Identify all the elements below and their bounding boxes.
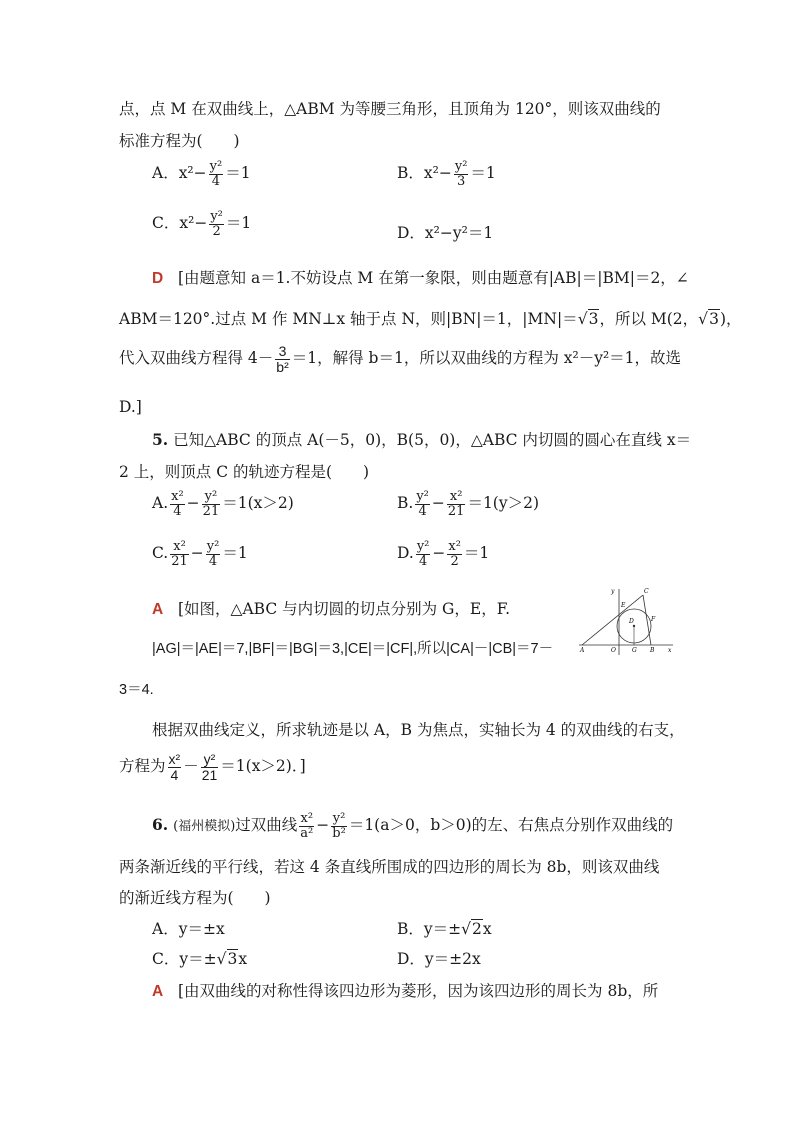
center-d <box>633 625 635 627</box>
incircle-figure <box>577 585 677 657</box>
q4-option-c: C．x²− $\frac{\text{y²}}{2}$ ＝1 <box>152 209 252 239</box>
q6-option-d: D．y＝±2x <box>397 950 481 968</box>
q6-answer: A <box>152 983 164 1000</box>
q4-option-a: A．x²− $\frac{\text{y²}}{4}$ ＝1 <box>152 159 251 189</box>
q5-solution-line3: 3＝4. <box>119 682 154 698</box>
q4-answer: D <box>152 270 164 287</box>
q4-stem-line1: 点，点 M 在双曲线上，△ABM 为等腰三角形，且顶角为 120°，则该双曲线的 <box>119 100 661 118</box>
q6-option-b: B．y＝±√2x <box>397 920 492 938</box>
q4-stem-line2: 标准方程为( ) <box>119 132 240 150</box>
q4-solution-line2: ABM＝120°.过点 M 作 MN⊥x 轴于点 N，则|BN|＝1，|MN|＝√3，所以 M(2，√3)， <box>119 310 742 328</box>
q5-stem-line1: 5. 已知△ABC 的顶点 A(－5，0)，B(5，0)，△ABC 内切圆的圆心在直线 x＝ <box>152 430 692 449</box>
q6-stem-line1: 6. (福州模拟)过双曲线 $\frac{\text{x²}}{\text{a²}}$ − $\frac{\text{y²}}{\text{b²}}$ ＝1(a＞0，b＞0)的左、右焦点分别作双曲线的 <box>152 811 674 841</box>
q5-option-d: D. $\frac{\text{y²}}{4}$ − $\frac{\text{x²}}{2}$ ＝1 <box>397 539 490 569</box>
q5-option-a: A. $\frac{\text{x²}}{4}$ − $\frac{\text{y²}}{21}$ ＝1(x＞2) <box>152 489 294 519</box>
q4-option-b: B．x²− $\frac{\text{y²}}{3}$ ＝1 <box>397 159 496 189</box>
q5-solution-line1: A [如图，△ABC 与内切圆的切点分别为 G，E，F. <box>152 600 511 618</box>
q6-option-a: A．y＝±x <box>152 920 225 938</box>
q4-solution-line1: D [由题意知 a＝1.不妨设点 M 在第一象限，则由题意有|AB|＝|BM|＝2，∠ <box>152 269 689 287</box>
label-y: y <box>611 588 615 595</box>
q6-stem-line2: 两条渐近线的平行线，若这 4 条直线所围成的四边形的周长为 8b，则该双曲线 <box>119 858 660 876</box>
label-e: E <box>621 602 626 609</box>
q5-solution-line2: |AG|＝|AE|＝7,|BF|＝|BG|＝3,|CE|＝|CF|,所以|CA|－|CB|＝7－ <box>152 641 554 657</box>
q5-solution-line4: 根据双曲线定义，所求轨迹是以 A，B 为焦点，实轴长为 4 的双曲线的右支， <box>152 721 685 739</box>
label-g: G <box>632 647 637 654</box>
q4-solution-line3: 代入双曲线方程得 4－ $\frac{3}{\text{b²}}$ ＝1，解得 b＝1，所以双曲线的方程为 x²－y²＝1，故选 <box>119 343 682 375</box>
q6-option-c: C．y＝±√3x <box>152 950 248 968</box>
label-d: D <box>629 618 634 625</box>
label-a: A <box>580 647 585 654</box>
q4-option-d: D．x²−y²＝1 <box>397 224 494 242</box>
label-b: B <box>650 647 655 654</box>
q6-stem-line3: 的渐近线方程为( ) <box>119 889 271 907</box>
label-x: x <box>668 647 672 654</box>
q4-solution-line4: D.] <box>119 398 142 416</box>
q5-solution-line5: 方程为 $\frac{\text{x²}}{4}$ － $\frac{\text{y²}}{21}$ ＝1(x＞2)．] <box>119 751 306 783</box>
q5-option-b: B. $\frac{\text{y²}}{4}$ − $\frac{\text{x²}}{21}$ ＝1(y＞2) <box>397 489 540 519</box>
q6-solution-line1: A [由双曲线的对称性得该四边形为菱形，因为该四边形的周长为 8b，所 <box>152 982 659 1000</box>
q5-answer: A <box>152 601 164 618</box>
q5-stem-line2: 2 上，则顶点 C 的轨迹方程是( ) <box>119 463 370 481</box>
label-f: F <box>651 616 656 623</box>
label-o: O <box>611 647 616 654</box>
label-c: C <box>644 588 649 595</box>
q5-option-c: C. $\frac{\text{x²}}{21}$ − $\frac{\text{y²}}{4}$ ＝1 <box>152 539 248 569</box>
